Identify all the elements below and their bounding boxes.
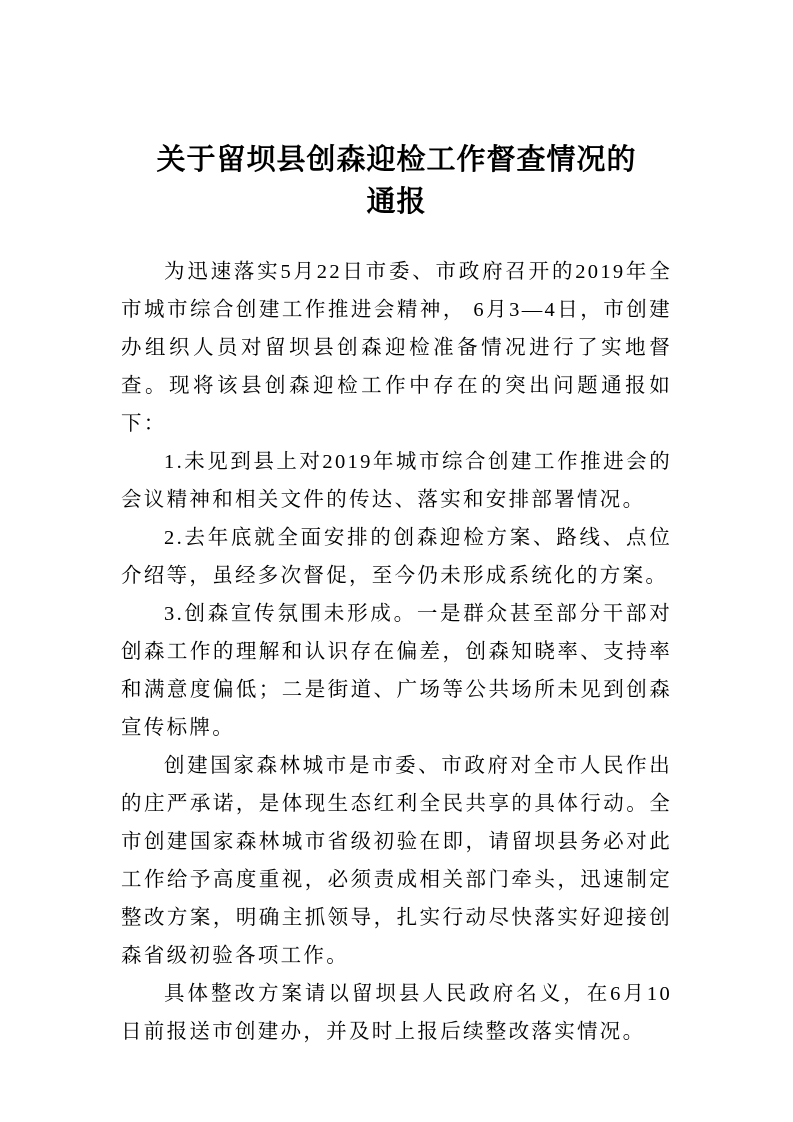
title-line-2: 通报 [366, 184, 427, 218]
document-body [121, 253, 672, 1051]
deadline-paragraph: 具体整改方案请以留坝县人民政府名义，在6月10日前报送市创建办，并及时上报后续整改落实情况。 [121, 983, 672, 1043]
requirement-paragraph: 创建国家森林城市是市委、市政府对全市人民作出的庄严承诺，是体现生态红利全民共享的具体行动。全市创建国家森林城市省级初验在即，请留坝县务必对此工作给予高度重视，必须责成相关部门牵头，迅速制定整改方案，明确主抓领导，扎实行动尽快落实好迎接创森省级初验各项工作。 [121, 755, 672, 967]
issue-3-paragraph: 3.创森宣传氛围未形成。一是群众甚至部分干部对创森工作的理解和认识存在偏差，创森知晓率、支持率和满意度偏低；二是街道、广场等公共场所未见到创森宣传标牌。 [121, 603, 672, 739]
document-title [121, 138, 672, 222]
title-line-1: 关于留坝县创森迎检工作督查情况的 [156, 142, 637, 176]
issue-2-paragraph: 2.去年底就全面安排的创森迎检方案、路线、点位介绍等，虽经多次督促，至今仍未形成系统化的方案。 [121, 527, 672, 587]
intro-paragraph: 为迅速落实5月22日市委、市政府召开的2019年全市城市综合创建工作推进会精神， 6月3—4日，市创建办组织人员对留坝县创森迎检准备情况进行了实地督查。现将该县创森迎检工作中存在的突出问题通报如下： [121, 261, 672, 435]
issue-1-paragraph: 1.未见到县上对2019年城市综合创建工作推进会的会议精神和相关文件的传达、落实和安排部署情况。 [121, 451, 672, 511]
